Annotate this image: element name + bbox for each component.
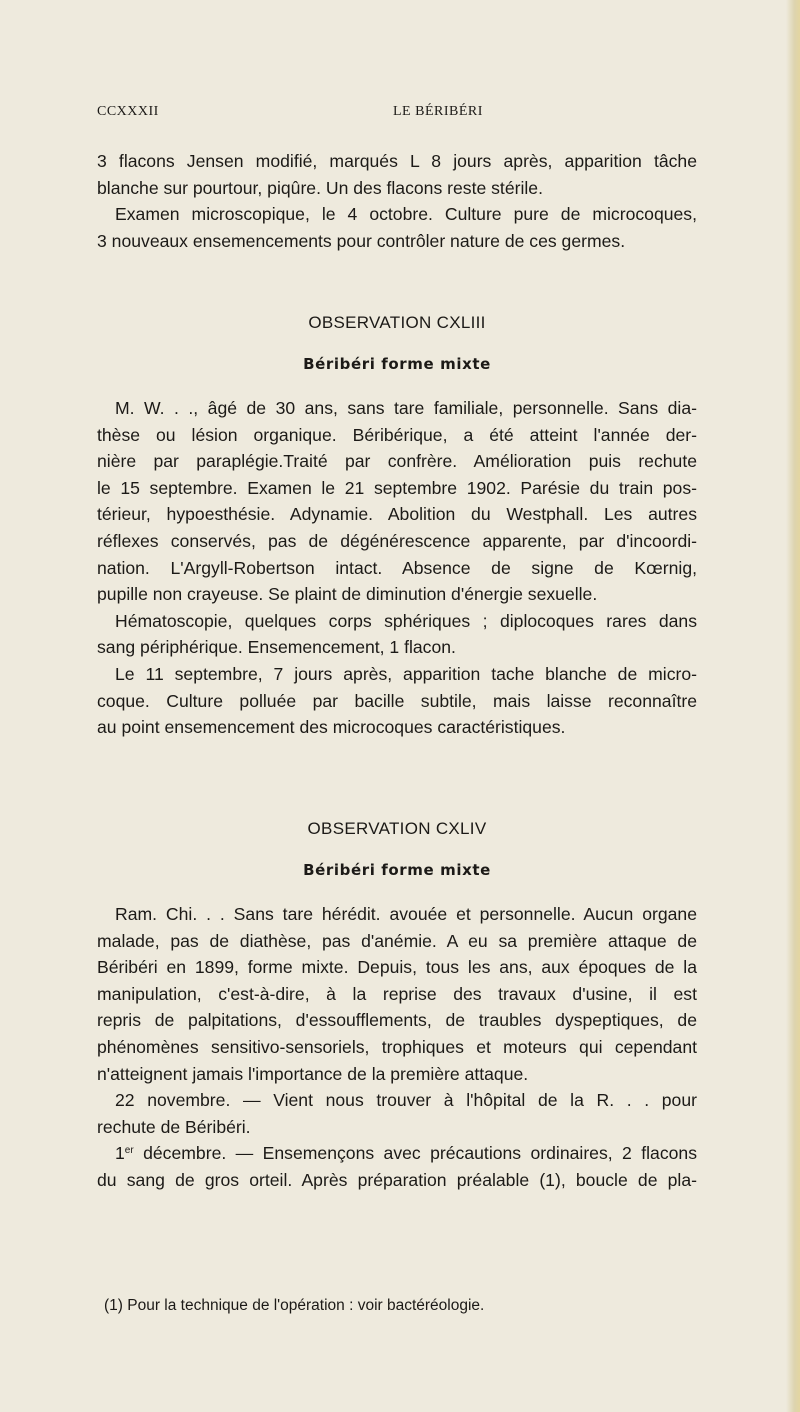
running-title: LE BÉRIBÉRI: [393, 104, 483, 119]
text-line: phénomènes sensitivo-sensoriels, trophiques et moteurs qui cependant: [97, 1036, 697, 1057]
observation-144-body: [97, 901, 697, 1194]
text-line: nation. L'Argyll-Robertson intact. Absence de signe de Kœrnig,: [97, 557, 697, 578]
text-line: 3 flacons Jensen modifié, marqués L 8 jours après, apparition tâche: [97, 151, 697, 171]
text-line: sang périphérique. Ensemencement, 1 flacon.: [97, 637, 456, 658]
intro-paragraph: [97, 148, 697, 254]
text-line: n'atteignent jamais l'importance de la première attaque.: [97, 1063, 529, 1084]
footnote: (1) Pour la technique de l'opération : voir bactéréologie.: [104, 1297, 485, 1314]
date-number: 1: [115, 1143, 125, 1164]
text-line: 3 nouveaux ensemencements pour contrôler nature de ces germes.: [97, 230, 626, 251]
text-line: le 15 septembre. Examen le 21 septembre 1902. Parésie du train pos-: [97, 477, 697, 498]
page-edge-shading: [786, 0, 800, 1412]
ordinal-suffix: er: [124, 1145, 134, 1157]
text-line: manipulation, c'est-à-dire, à la reprise des travaux d'usine, il est: [97, 983, 697, 1004]
text-line: Ram. Chi. . . Sans tare hérédit. avouée et personnelle. Aucun organe: [115, 904, 697, 924]
text-line: [97, 1140, 697, 1167]
text-line: coque. Culture polluée par bacille subtile, mais laisse reconnaître: [97, 690, 697, 711]
text-line: du sang de gros orteil. Après préparation préalable (1), boucle de pla-: [97, 1169, 697, 1190]
text-line: nière par paraplégie.Traité par confrère. Amélioration puis rechute: [97, 451, 697, 472]
text-line: 22 novembre. — Vient nous trouver à l'hôpital de la R. . . pour: [115, 1090, 697, 1111]
text-line: blanche sur pourtour, piqûre. Un des flacons reste stérile.: [97, 177, 543, 198]
page-number: CCXXXII: [97, 104, 159, 119]
observation-title: OBSERVATION CXLIV: [307, 819, 487, 838]
text-line: Le 11 septembre, 7 jours après, apparition tache blanche de micro-: [115, 663, 697, 684]
observation-title: OBSERVATION CXLIII: [308, 313, 486, 332]
observation-subtitle: Béribéri forme mixte: [303, 861, 491, 879]
text-line: rechute de Béribéri.: [97, 1116, 251, 1137]
text-line: térieur, hypoesthésie. Adynamie. Abolition du Westphall. Les autres: [97, 504, 697, 525]
text-line: malade, pas de diathèse, pas d'anémie. A eu sa première attaque de: [97, 930, 697, 951]
text-line: thèse ou lésion organique. Béribérique, a été atteint l'année der-: [97, 424, 697, 445]
text-line: Hématoscopie, quelques corps sphériques ; diplocoques rares dans: [115, 610, 697, 631]
text-line: repris de palpitations, d'essoufflements, de traubles dyspeptiques, de: [97, 1010, 697, 1031]
page-header: [97, 104, 697, 124]
text-line: Béribéri en 1899, forme mixte. Depuis, tous les ans, aux époques de la: [97, 957, 697, 978]
text-line: M. W. . ., âgé de 30 ans, sans tare familiale, personnelle. Sans dia-: [115, 398, 697, 418]
observation-subtitle: Béribéri forme mixte: [303, 355, 491, 373]
text-line: au point ensemencement des microcoques caractéristiques.: [97, 717, 566, 738]
text-line: pupille non crayeuse. Se plaint de diminution d'énergie sexuelle.: [97, 584, 598, 605]
text-line: réflexes conservés, pas de dégénérescence apparente, par d'incoordi-: [97, 530, 697, 551]
text-fragment: décembre. — Ensemençons avec précautions ordinaires, 2 flacons: [133, 1143, 697, 1164]
observation-143-body: [97, 395, 697, 741]
text-line: Examen microscopique, le 4 octobre. Culture pure de microcoques,: [115, 204, 697, 225]
